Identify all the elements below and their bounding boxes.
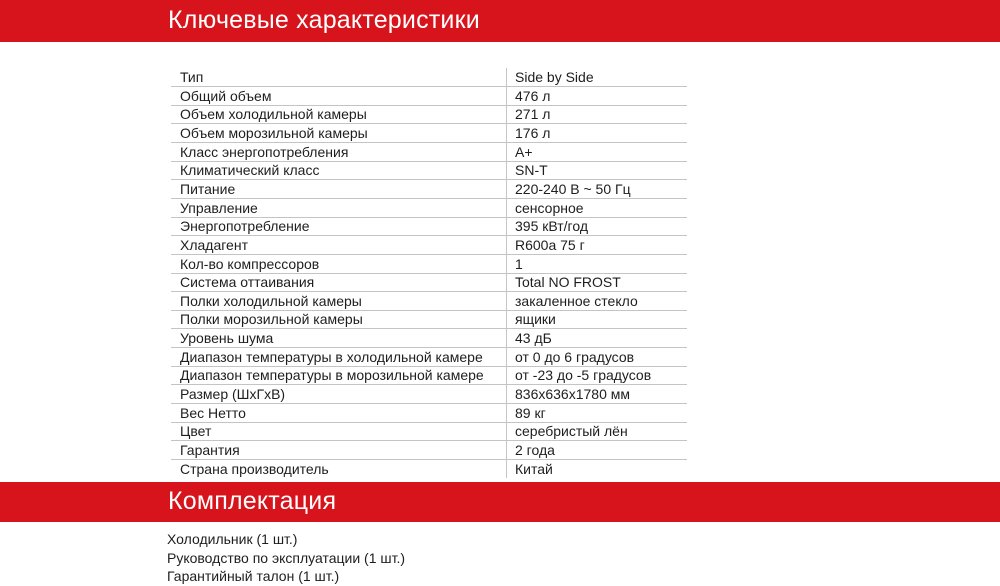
table-row	[171, 441, 687, 460]
spec-key: Объем морозильной камеры	[171, 124, 507, 143]
spec-value: 395 кВт/год	[507, 217, 688, 236]
table-row	[171, 366, 687, 385]
table-row	[171, 180, 687, 199]
spec-key: Энергопотребление	[171, 217, 507, 236]
spec-key: Диапазон температуры в морозильной камере	[171, 366, 507, 385]
table-row	[171, 404, 687, 423]
spec-key: Кол-во компрессоров	[171, 254, 507, 273]
spec-key: Климатический класс	[171, 161, 507, 180]
spec-key: Общий объем	[171, 87, 507, 106]
table-row	[171, 198, 687, 217]
table-row	[171, 217, 687, 236]
spec-value: Side by Side	[507, 68, 688, 87]
spec-value: от 0 до 6 градусов	[507, 348, 688, 367]
package-header-banner	[0, 482, 1000, 522]
spec-value: SN-T	[507, 161, 688, 180]
spec-value: Total NO FROST	[507, 273, 688, 292]
spec-value: 1	[507, 254, 688, 273]
spec-value: 476 л	[507, 87, 688, 106]
specs-header-banner	[0, 0, 1000, 42]
spec-key: Диапазон температуры в холодильной камере	[171, 348, 507, 367]
list-item: Холодильник (1 шт.)	[167, 531, 298, 547]
specs-section-title: Ключевые характеристики	[168, 6, 480, 34]
table-row	[171, 385, 687, 404]
spec-key: Питание	[171, 180, 507, 199]
package-list	[167, 530, 405, 586]
table-row	[171, 348, 687, 367]
table-row	[171, 105, 687, 124]
specs-table-body	[171, 68, 687, 478]
spec-value: 220-240 В ~ 50 Гц	[507, 180, 688, 199]
table-row	[171, 329, 687, 348]
spec-key: Гарантия	[171, 441, 507, 460]
table-row	[171, 254, 687, 273]
table-row	[171, 273, 687, 292]
spec-value: A+	[507, 143, 688, 162]
spec-value: от -23 до -5 градусов	[507, 366, 688, 385]
spec-key: Вес Нетто	[171, 404, 507, 423]
spec-key: Управление	[171, 198, 507, 217]
spec-key: Система оттаивания	[171, 273, 507, 292]
list-item: Гарантийный талон (1 шт.)	[167, 568, 340, 584]
spec-value: Китай	[515, 461, 553, 478]
spec-key: Класс энергопотребления	[171, 143, 507, 162]
table-row	[171, 161, 687, 180]
table-row	[171, 459, 687, 478]
specs-table	[171, 68, 687, 478]
table-row	[171, 422, 687, 441]
spec-value: 2 года	[507, 441, 688, 460]
spec-key: Тип	[171, 68, 507, 87]
spec-value: серебристый лён	[507, 422, 688, 441]
list-item: Руководство по эксплуатации (1 шт.)	[167, 549, 406, 566]
spec-key: Размер (ШхГхВ)	[171, 385, 507, 404]
package-section-title: Комплектация	[168, 487, 337, 515]
table-row	[171, 124, 687, 143]
spec-value: 836x636x1780 мм	[507, 385, 688, 404]
spec-key: Страна производитель	[171, 459, 507, 478]
spec-key: Объем холодильной камеры	[171, 105, 507, 124]
spec-value: сенсорное	[507, 198, 688, 217]
spec-value: R600a 75 г	[507, 236, 688, 255]
spec-value: 89 кг	[507, 404, 688, 423]
spec-key: Полки морозильной камеры	[171, 310, 507, 329]
spec-value: 43 дБ	[507, 329, 688, 348]
spec-value: ящики	[507, 310, 688, 329]
table-row	[171, 236, 687, 255]
spec-value: 271 л	[507, 105, 688, 124]
spec-value: 176 л	[507, 124, 688, 143]
table-row	[171, 310, 687, 329]
spec-key: Полки холодильной камеры	[171, 292, 507, 311]
table-row	[171, 292, 687, 311]
table-row	[171, 87, 687, 106]
table-row	[171, 68, 687, 87]
spec-key: Цвет	[171, 422, 507, 441]
spec-key: Уровень шума	[171, 329, 507, 348]
spec-key: Хладагент	[171, 236, 507, 255]
spec-value: закаленное стекло	[507, 292, 688, 311]
table-row	[171, 143, 687, 162]
